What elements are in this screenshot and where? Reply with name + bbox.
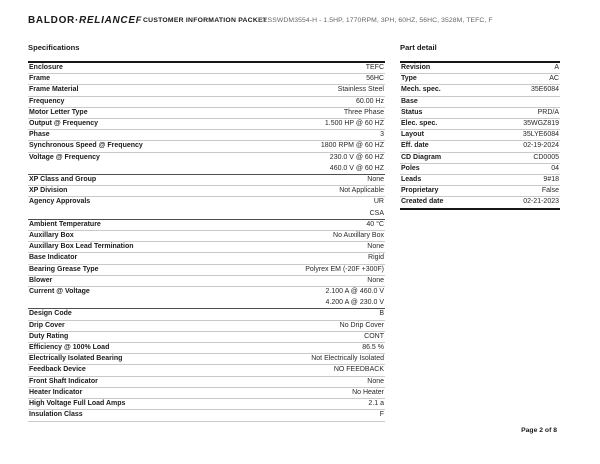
row-value: Not Electrically Isolated (311, 355, 384, 363)
row-value: UR CSA (369, 198, 384, 217)
row-label: Front Shaft Indicator (29, 377, 98, 385)
spec-row (28, 220, 385, 231)
row-value: 60.00 Hz (355, 97, 384, 105)
part-row (400, 63, 560, 74)
spec-row (28, 276, 385, 287)
spec-row (28, 108, 385, 119)
part-detail-section (400, 43, 560, 210)
spec-row (28, 231, 385, 242)
row-label: Design Code (29, 310, 72, 318)
logo-brand-left: BALDOR (28, 15, 75, 26)
row-value: 1.500 HP @ 60 HZ (324, 120, 384, 128)
row-value: No Heater (352, 388, 384, 396)
baldor-reliance-logo (28, 15, 141, 26)
row-value: Polyrex EM (-20F +300F) (305, 265, 384, 273)
part-row (400, 108, 560, 119)
logo-brand-right: RELIANCE (79, 15, 136, 26)
row-label: Ambient Temperature (29, 220, 101, 228)
row-label: Motor Letter Type (29, 108, 88, 116)
spec-row (28, 175, 385, 186)
row-label: Frame (29, 75, 51, 83)
row-label: Mech. spec. (401, 86, 441, 94)
part-row (400, 74, 560, 85)
row-value: None (367, 176, 384, 184)
spec-row (28, 119, 385, 130)
part-row (400, 85, 560, 96)
spec-row (28, 287, 385, 309)
row-value: F (379, 411, 384, 419)
part-row (400, 97, 560, 108)
spec-row (28, 74, 385, 85)
row-label: Output @ Frequency (29, 120, 99, 128)
row-value: 1800 RPM @ 60 HZ (320, 142, 384, 150)
row-value: 3 (380, 131, 384, 139)
row-value: 02-19-2024 (523, 142, 559, 150)
logo-flag-mark: F (135, 15, 142, 25)
row-label: Enclosure (29, 64, 63, 71)
row-label: Synchronous Speed @ Frequency (29, 142, 143, 150)
row-label: Frequency (29, 97, 65, 105)
row-label: Layout (401, 131, 424, 139)
row-value: 2.100 A @ 460.0 V 4.200 A @ 230.0 V (325, 288, 384, 307)
row-label: Base Indicator (29, 254, 78, 262)
row-value: 2.1 a (368, 400, 384, 408)
row-label: Duty Rating (29, 332, 69, 340)
row-label: Created date (401, 198, 444, 206)
part-row (400, 175, 560, 186)
row-value: None (367, 243, 384, 251)
row-label: Current @ Voltage (29, 288, 90, 296)
row-label: Revision (401, 64, 431, 71)
page-number: Page 2 of 8 (521, 427, 557, 434)
part-row (400, 164, 560, 175)
row-label: Base (401, 97, 418, 105)
spec-row (28, 265, 385, 276)
spec-row (28, 197, 385, 219)
row-value: 9#18 (543, 176, 559, 184)
spec-row (28, 388, 385, 399)
row-value: 86.5 % (362, 344, 384, 352)
row-label: Efficiency @ 100% Load (29, 344, 110, 352)
specifications-section (28, 43, 385, 422)
row-label: Electrically Isolated Bearing (29, 355, 123, 363)
row-label: Insulation Class (29, 411, 83, 419)
row-label: Leads (401, 176, 422, 184)
row-value: Not Applicable (339, 187, 384, 195)
spec-row (28, 130, 385, 141)
logo-separator: · (74, 15, 80, 26)
part-detail-title: Part detail (400, 43, 437, 52)
spec-row (28, 332, 385, 343)
part-row (400, 197, 560, 207)
spec-row (28, 186, 385, 197)
row-label: Eff. date (401, 142, 429, 150)
spec-row (28, 410, 385, 421)
part-row (400, 141, 560, 152)
spec-row (28, 141, 385, 152)
row-label: CD Diagram (401, 153, 442, 161)
row-value (424, 98, 559, 106)
row-label: Elec. spec. (401, 120, 438, 128)
row-value: 40 °C (366, 220, 384, 228)
spec-row (28, 97, 385, 108)
row-value: 230.0 V @ 60 HZ 460.0 V @ 60 HZ (329, 153, 384, 172)
row-label: High Voltage Full Load Amps (29, 400, 126, 408)
spec-row (28, 242, 385, 253)
row-value: NO FEEDBACK (333, 366, 384, 374)
row-value: None (367, 377, 384, 385)
row-label: Type (401, 75, 417, 83)
row-label: Feedback Device (29, 366, 86, 374)
row-value: CONT (364, 332, 384, 340)
part-detail-table (400, 61, 560, 210)
row-value: None (367, 276, 384, 284)
row-value: 35LYE6084 (522, 131, 559, 139)
row-value: AC (549, 75, 559, 83)
row-value: CD0005 (533, 153, 559, 161)
spec-row (28, 63, 385, 74)
row-value: Three Phase (343, 108, 384, 116)
row-label: Auxillary Box (29, 232, 74, 240)
specifications-title: Specifications (28, 43, 80, 52)
row-label: Proprietary (401, 187, 439, 195)
row-label: Blower (29, 276, 53, 284)
row-value: PRD/A (537, 108, 559, 116)
row-label: Phase (29, 131, 50, 139)
row-label: Agency Approvals (29, 198, 91, 206)
row-value: No Auxillary Box (333, 232, 384, 240)
row-value: 35E6084 (530, 86, 559, 94)
row-value: No Drip Cover (339, 321, 384, 329)
row-label: Frame Material (29, 86, 79, 94)
spec-row (28, 85, 385, 96)
document-title: CUSTOMER INFORMATION PACKET (143, 17, 268, 24)
spec-row (28, 399, 385, 410)
row-value: Stainless Steel (337, 86, 384, 94)
row-label: Drip Cover (29, 321, 65, 329)
row-label: Heater Indicator (29, 388, 83, 396)
spec-row (28, 354, 385, 365)
part-row (400, 153, 560, 164)
row-label: Status (401, 108, 423, 116)
spec-row (28, 153, 385, 175)
row-label: Auxillary Box Lead Termination (29, 243, 134, 251)
row-label: Voltage @ Frequency (29, 153, 100, 161)
spec-row (28, 253, 385, 264)
row-label: XP Class and Group (29, 176, 97, 184)
spec-row (28, 309, 385, 320)
row-value: 02-21-2023 (523, 198, 559, 206)
row-value: TEFC (365, 64, 384, 71)
row-label: Poles (401, 164, 420, 172)
part-row (400, 130, 560, 141)
product-code: CESSWDM3554-H - 1.5HP, 1770RPM, 3PH, 60HZ, 56HC, 3528M, TEFC, F (258, 17, 493, 24)
row-label: XP Division (29, 187, 68, 195)
row-value: A (554, 64, 559, 71)
row-label: Bearing Grease Type (29, 265, 99, 273)
row-value: Rigid (368, 254, 384, 262)
spec-row (28, 343, 385, 354)
spec-row (28, 365, 385, 376)
part-row (400, 186, 560, 197)
row-value: B (379, 310, 384, 318)
row-value: 04 (551, 164, 559, 172)
spec-row (28, 377, 385, 388)
row-value: 56HC (366, 75, 384, 83)
spec-row (28, 321, 385, 332)
row-value: 35WGZ819 (523, 120, 559, 128)
specifications-table (28, 61, 385, 422)
row-value: False (541, 187, 559, 195)
part-row (400, 119, 560, 130)
